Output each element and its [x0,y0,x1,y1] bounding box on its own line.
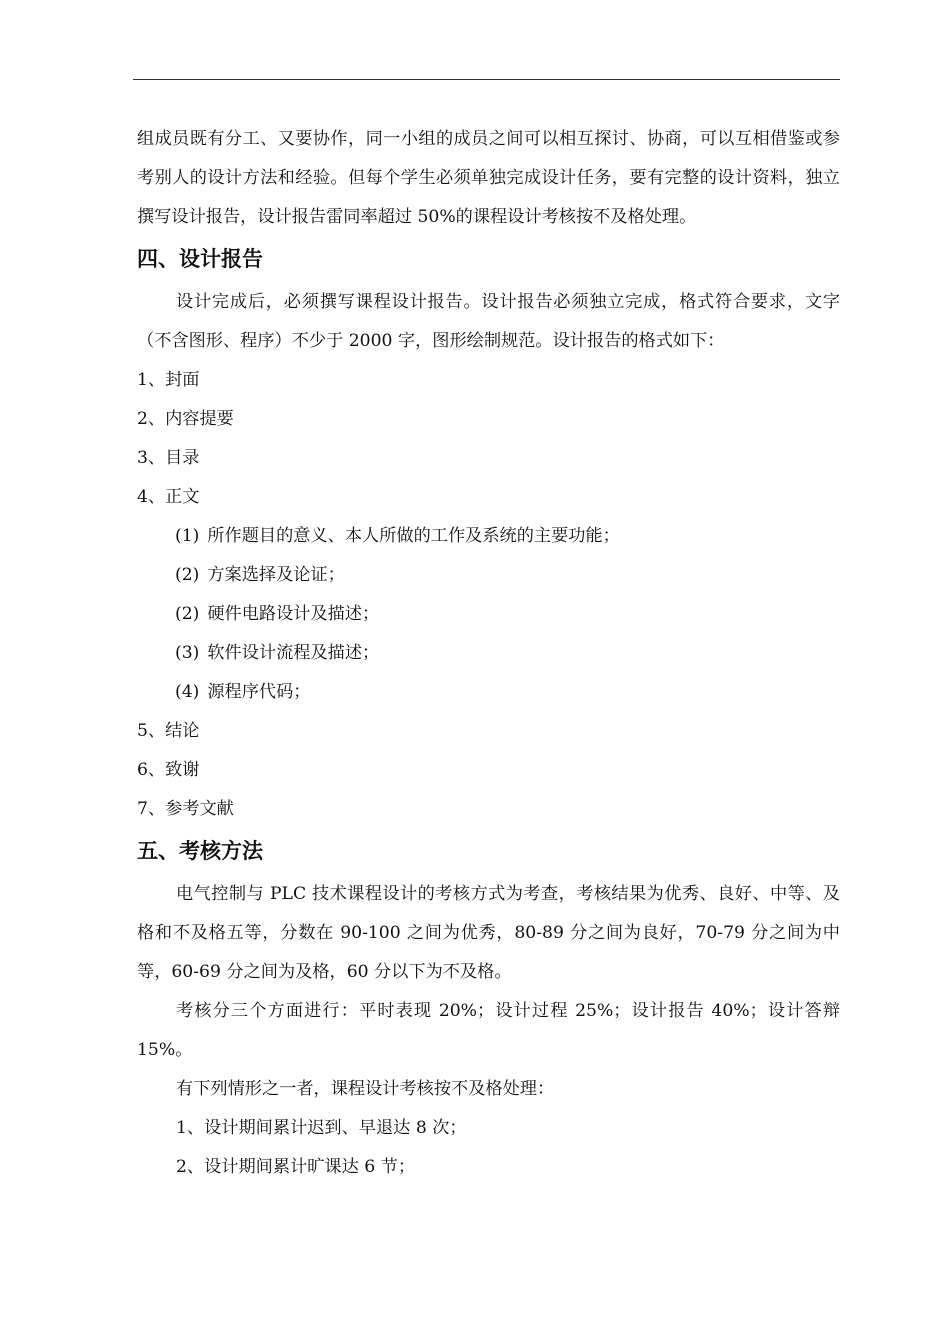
sub-item-number: (4) [175,682,200,702]
list-item: 6、致谢 [137,760,200,780]
body-sub-list [137,517,840,712]
list-item: 7、参考文献 [137,799,234,819]
section4-intro-paragraph: 设计完成后，必须撰写课程设计报告。设计报告必须独立完成，格式符合要求，文字（不含图形、程序）不少于 2000 字，图形绘制规范。设计报告的格式如下： [137,292,840,351]
list-item: 4、正文 [137,487,200,507]
sub-item-number: (2) [175,565,200,585]
header-rule [133,79,840,80]
section5-heading: 五、考核方法 [137,839,263,863]
assessment-method-paragraph: 电气控制与 PLC 技术课程设计的考核方式为考查，考核结果为优秀、良好、中等、及格和不及格五等，分数在 90-100 之间为优秀，80-89 分之间为良好，70-79 分之间为中等，60-69 分之间为及格，60 分以下为不及格。 [137,884,840,982]
list-item: 1、封面 [137,370,200,390]
sub-item-number: (3) [175,643,200,663]
report-format-list [137,361,840,829]
sub-list-item [137,556,840,595]
sub-item-text: 软件设计流程及描述； [207,643,380,663]
sub-item-text: 源程序代码； [207,682,311,702]
sub-item-number: (1) [175,526,200,546]
sub-item-text: 所作题目的意义、本人所做的工作及系统的主要功能； [207,526,620,546]
sub-list-item [137,517,840,556]
fail-conditions-intro: 有下列情形之一者，课程设计考核按不及格处理： [176,1079,555,1099]
sub-item-text: 硬件电路设计及描述； [207,604,380,624]
list-item: 3、目录 [137,448,200,468]
fail-condition-item: 2、设计期间累计旷课达 6 节； [176,1157,416,1177]
section4-heading: 四、设计报告 [137,247,263,271]
sub-item-text: 方案选择及论证； [207,565,345,585]
page-content [137,120,840,1187]
sub-list-item [137,673,840,712]
section3-tail-paragraph: 组成员既有分工、又要协作，同一小组的成员之间可以相互探讨、协商，可以互相借鉴或参考别人的设计方法和经验。但每个学生必须单独完成设计任务，要有完整的设计资料，独立撰写设计报告，设计报告雷同率超过 50%的课程设计考核按不及格处理。 [137,129,840,227]
list-item: 5、结论 [137,721,200,741]
sub-item-number: (2) [175,604,200,624]
sub-list-item [137,634,840,673]
sub-list-item [137,595,840,634]
assessment-weights-paragraph: 考核分三个方面进行：平时表现 20%；设计过程 25%；设计报告 40%；设计答辩 15%。 [137,1001,840,1060]
list-item: 2、内容提要 [137,409,234,429]
fail-condition-item: 1、设计期间累计迟到、早退达 8 次； [176,1118,467,1138]
